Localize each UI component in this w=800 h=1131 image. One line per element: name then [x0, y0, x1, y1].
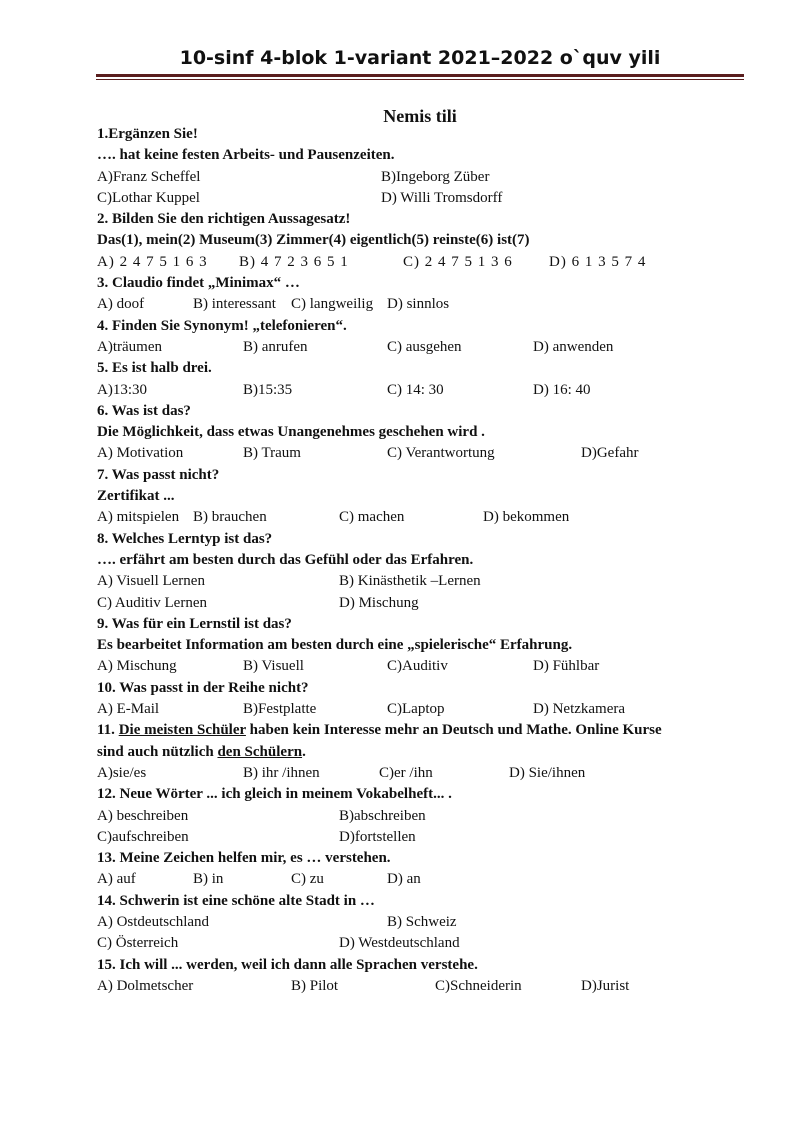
- question-4-title: 4. Finden Sie Synonym! „telefonieren“.: [97, 317, 347, 334]
- option-b: B) Pilot: [291, 977, 339, 994]
- option-c: C)Lothar Kuppel: [97, 189, 200, 206]
- question-6-options: [97, 443, 737, 464]
- question-15-options: [97, 976, 737, 997]
- option-c: C)Schneiderin: [435, 977, 522, 994]
- option-d: D)Jurist: [581, 977, 630, 994]
- option-a: A)13:30: [97, 381, 147, 398]
- question-11-period: .: [302, 743, 306, 760]
- question-1-title: 1.Ergänzen Sie!: [97, 126, 198, 142]
- option-c: C) Auditiv Lernen: [97, 594, 207, 611]
- option-d: D) Willi Tromsdorff: [381, 189, 503, 206]
- question-11-line1: [97, 720, 737, 741]
- option-c: C)er /ihn: [379, 764, 433, 781]
- question-14-options-row1: [97, 912, 737, 933]
- question-15-title: 15. Ich will ... werden, weil ich dann alle Sprachen verstehe.: [97, 956, 478, 973]
- question-8-title: 8. Welches Lerntyp ist das?: [97, 530, 273, 547]
- option-b: B) Visuell: [243, 658, 304, 675]
- option-b: B) Traum: [243, 445, 301, 462]
- option-c: C) Verantwortung: [387, 445, 495, 462]
- question-3-options: [97, 294, 737, 315]
- option-b: B) Kinästhetik –Lernen: [339, 573, 481, 590]
- question-7-text: Zertifikat ...: [97, 488, 175, 505]
- question-11-options: [97, 763, 737, 784]
- option-a: A)Franz Scheffel: [97, 168, 201, 185]
- header-rule-thick: [96, 74, 744, 77]
- question-9-options: [97, 656, 737, 677]
- option-c: C) ausgehen: [387, 338, 462, 355]
- option-a: A) Dolmetscher: [97, 977, 194, 994]
- option-c: C)Laptop: [387, 701, 445, 718]
- option-d: D) Fühlbar: [533, 658, 600, 675]
- option-c: C) langweilig: [291, 296, 374, 313]
- option-b: B) brauchen: [193, 509, 267, 526]
- option-d: D) anwenden: [533, 338, 614, 355]
- option-a: A) 2 4 7 5 1 6 3: [97, 253, 208, 270]
- option-a: A) Visuell Lernen: [97, 573, 205, 590]
- option-d: D) Mischung: [339, 594, 419, 611]
- option-b: B) Schweiz: [387, 913, 457, 930]
- option-a: A) beschreiben: [97, 807, 189, 824]
- question-4-options: [97, 337, 737, 358]
- question-9-text: Es bearbeitet Information am besten durch eine „spielerische“ Erfahrung.: [97, 637, 573, 654]
- question-1-options-row2: [97, 188, 737, 209]
- option-c: C) zu: [291, 871, 324, 888]
- option-c: C)aufschreiben: [97, 828, 189, 845]
- option-a: A) mitspielen: [97, 509, 180, 526]
- question-8-text: …. erfährt am besten durch das Gefühl oder das Erfahren.: [97, 551, 474, 568]
- page-title: 10-sinf 4-blok 1-variant 2021–2022 o`quv yili: [179, 47, 661, 69]
- option-d: D)Gefahr: [581, 445, 639, 462]
- option-d: D) Westdeutschland: [339, 935, 460, 952]
- option-a: A) doof: [97, 296, 145, 313]
- option-b: B) anrufen: [243, 338, 308, 355]
- option-c: C) Österreich: [97, 935, 179, 952]
- question-8-options-row2: [97, 593, 737, 614]
- question-3-title: 3. Claudio findet „Minimax“ …: [97, 275, 300, 292]
- underlined-subject: Die meisten Schüler: [118, 722, 246, 739]
- option-d: D) 6 1 3 5 7 4: [549, 253, 647, 270]
- option-c: C)Auditiv: [387, 658, 448, 675]
- question-11-line2: [97, 742, 737, 763]
- option-d: D)fortstellen: [339, 828, 416, 845]
- question-12-options-row1: [97, 806, 737, 827]
- option-c: C) machen: [339, 509, 405, 526]
- question-5-options: [97, 380, 737, 401]
- questions: [97, 124, 737, 997]
- question-2-title: 2. Bilden Sie den richtigen Aussagesatz!: [97, 211, 351, 228]
- question-14-title: 14. Schwerin ist eine schöne alte Stadt in …: [97, 892, 375, 909]
- question-11-text-2: sind auch nützlich: [97, 743, 218, 760]
- question-1-options-row1: [97, 167, 737, 188]
- question-6-title: 6. Was ist das?: [97, 402, 191, 419]
- option-c: C) 2 4 7 5 1 3 6: [403, 253, 513, 270]
- question-12-title: 12. Neue Wörter ... ich gleich in meinem Vokabelheft... .: [97, 786, 452, 803]
- question-10-options: [97, 699, 737, 720]
- question-1-text: …. hat keine festen Arbeits- und Pausenzeiten.: [97, 147, 395, 164]
- question-11-text: haben kein Interesse mehr an Deutsch und Mathe. Online Kurse: [245, 722, 662, 739]
- option-a: A) Mischung: [97, 658, 177, 675]
- option-d: D) sinnlos: [387, 296, 450, 313]
- question-2-options: [97, 252, 737, 273]
- underlined-object: den Schülern: [217, 743, 303, 760]
- option-b: B) in: [193, 871, 224, 888]
- option-b: B)Ingeborg Züber: [381, 168, 490, 185]
- option-b: B) interessant: [193, 296, 276, 313]
- option-b: B) 4 7 2 3 6 5 1: [239, 253, 349, 270]
- option-d: D) an: [387, 871, 421, 888]
- option-d: D) Netzkamera: [533, 701, 626, 718]
- option-b: B) ihr /ihnen: [243, 764, 320, 781]
- question-13-options: [97, 869, 737, 890]
- question-5-title: 5. Es ist halb drei.: [97, 360, 212, 377]
- option-d: D) Sie/ihnen: [509, 764, 586, 781]
- question-2-text: Das(1), mein(2) Museum(3) Zimmer(4) eigentlich(5) reinste(6) ist(7): [97, 232, 530, 249]
- option-a: A)sie/es: [97, 764, 147, 781]
- question-14-options-row2: [97, 933, 737, 954]
- option-a: A)träumen: [97, 338, 162, 355]
- option-a: A) E-Mail: [97, 701, 160, 718]
- option-b: B)15:35: [243, 381, 293, 398]
- option-a: A) auf: [97, 871, 136, 888]
- option-d: D) 16: 40: [533, 381, 591, 398]
- question-13-title: 13. Meine Zeichen helfen mir, es … verstehen.: [97, 850, 391, 867]
- option-d: D) bekommen: [483, 509, 570, 526]
- question-6-text: Die Möglichkeit, dass etwas Unangenehmes geschehen wird .: [97, 424, 485, 441]
- question-8-options-row1: [97, 571, 737, 592]
- question-9-title: 9. Was für ein Lernstil ist das?: [97, 615, 292, 632]
- option-a: A) Motivation: [97, 445, 184, 462]
- option-a: A) Ostdeutschland: [97, 913, 210, 930]
- question-12-options-row2: [97, 827, 737, 848]
- question-7-title: 7. Was passt nicht?: [97, 466, 220, 483]
- subject-title: Nemis tili: [383, 106, 457, 126]
- question-11-number: 11.: [97, 722, 119, 739]
- question-10-title: 10. Was passt in der Reihe nicht?: [97, 679, 309, 696]
- option-b: B)abschreiben: [339, 807, 426, 824]
- header-rule-thin: [96, 79, 744, 80]
- option-c: C) 14: 30: [387, 381, 444, 398]
- question-7-options: [97, 507, 737, 528]
- option-b: B)Festplatte: [243, 701, 317, 718]
